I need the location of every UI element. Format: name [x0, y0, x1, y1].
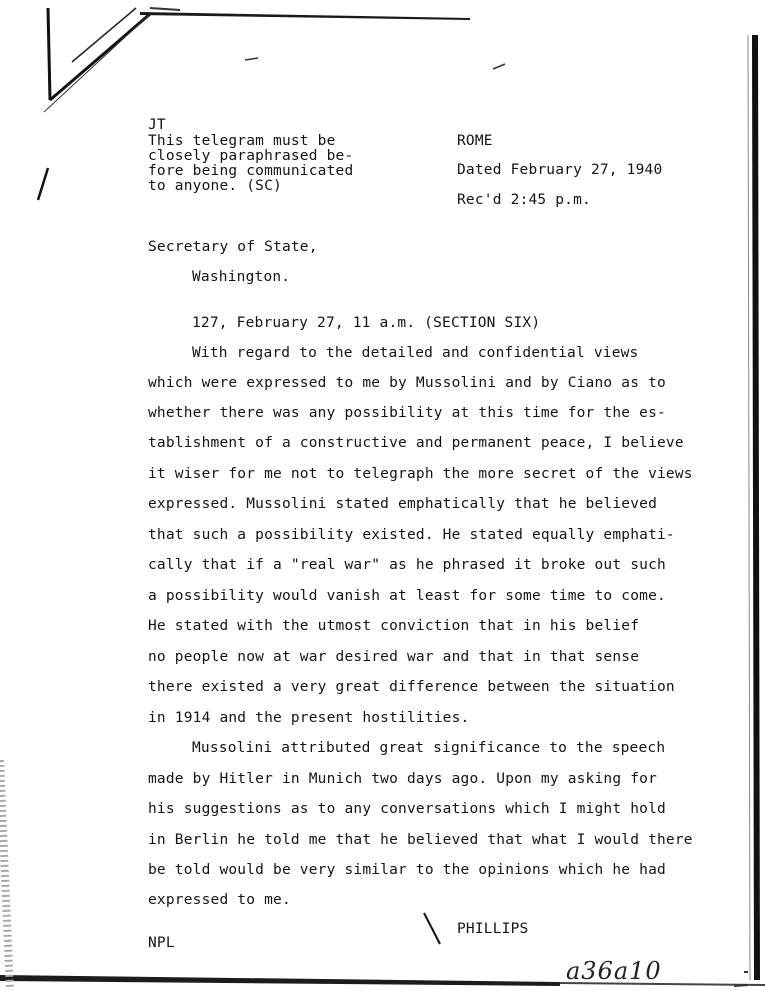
paragraph-line: his suggestions as to any conversations which I might hold: [148, 801, 666, 817]
paragraph-line: a possibility would vanish at least for some time to come.: [148, 588, 666, 604]
footer-code: NPL: [148, 935, 175, 951]
paraphrase-notice-line-1: This telegram must be: [148, 133, 336, 149]
paragraph-line: made by Hitler in Munich two days ago. Upon my asking for: [148, 771, 657, 787]
paragraph-line: cally that if a "real war" as he phrased it broke out such: [148, 557, 666, 573]
paragraph-line: which were expressed to me by Mussolini and by Ciano as to: [148, 375, 666, 391]
paragraph-line: no people now at war desired war and that in that sense: [148, 649, 640, 665]
paragraph-line: tablishment of a constructive and permanent peace, I believe: [148, 435, 684, 451]
origin-city: ROME: [457, 133, 493, 149]
paragraph-line: in Berlin he told me that he believed that what I would there: [148, 832, 693, 848]
message-reference: 127, February 27, 11 a.m. (SECTION SIX): [192, 315, 541, 331]
handwritten-document-id: a36a10: [566, 957, 662, 985]
paragraph-line: Mussolini attributed great significance to the speech: [192, 740, 666, 756]
paragraph-line: He stated with the utmost conviction that in his belief: [148, 618, 640, 634]
signature: PHILLIPS: [457, 921, 529, 937]
paragraph-line: expressed to me.: [148, 892, 291, 908]
addressee-line-1: Secretary of State,: [148, 239, 318, 255]
paragraph-line: it wiser for me not to telegraph the more secret of the views: [148, 466, 693, 482]
paraphrase-notice-line-2: closely paraphrased be-: [148, 148, 354, 164]
paragraph-line: in 1914 and the present hostilities.: [148, 710, 470, 726]
initials: JT: [148, 117, 166, 133]
paragraph-line: there existed a very great difference between the situation: [148, 679, 675, 695]
paragraph-line: expressed. Mussolini stated emphatically that he believed: [148, 496, 657, 512]
paragraph-line: whether there was any possibility at this time for the es-: [148, 405, 666, 421]
paraphrase-notice-line-4: to anyone. (SC): [148, 178, 282, 194]
paraphrase-notice-line-3: fore being communicated: [148, 163, 354, 179]
dated-line: Dated February 27, 1940: [457, 162, 663, 178]
addressee-line-2: Washington.: [192, 269, 291, 285]
paragraph-line: be told would be very similar to the opinions which he had: [148, 862, 666, 878]
paragraph-line: that such a possibility existed. He stated equally emphati-: [148, 527, 675, 543]
received-line: Rec'd 2:45 p.m.: [457, 192, 591, 208]
paragraph-line: With regard to the detailed and confidential views: [192, 345, 639, 361]
